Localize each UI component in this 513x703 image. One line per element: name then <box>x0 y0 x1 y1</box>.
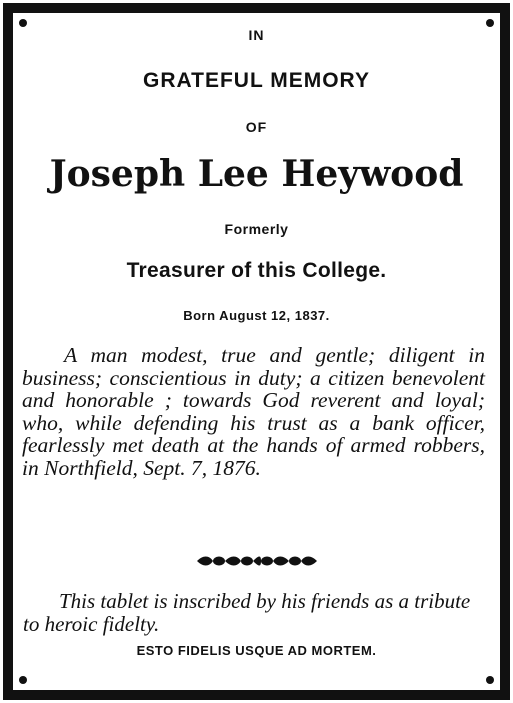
rivet-icon <box>19 676 27 684</box>
dedication-text: This tablet is inscribed by his friends as a tribute to heroic fidelty. <box>23 589 471 636</box>
rivet-icon <box>486 676 494 684</box>
rivet-icon <box>486 19 494 27</box>
honoree-name: Joseph Lee Heywood <box>49 153 464 195</box>
epitaph-text: A man modest, true and gentle; diligent in business; conscientious in duty; a citizen benevolent and honorable ; towards God reverent and loyal; who, while defending his trust as a bank officer, fearlessly met death at the hands of armed robbers, in Northfield, Sept. 7, 1876. <box>22 343 485 480</box>
formerly-label: Formerly <box>224 221 289 237</box>
rivet-icon <box>19 19 27 27</box>
heading-grateful-memory: GRATEFUL MEMORY <box>143 69 370 92</box>
birth-date: Born August 12, 1837. <box>183 308 330 323</box>
heading-in: IN <box>248 27 265 43</box>
latin-motto: ESTO FIDELIS USQUE AD MORTEM. <box>136 643 377 658</box>
position-title: Treasurer of this College. <box>126 259 387 282</box>
scroll-ornament-graphic <box>195 553 319 569</box>
heading-of: OF <box>245 119 268 135</box>
scroll-ornament-icon <box>13 553 500 573</box>
memorial-tablet <box>3 3 510 700</box>
